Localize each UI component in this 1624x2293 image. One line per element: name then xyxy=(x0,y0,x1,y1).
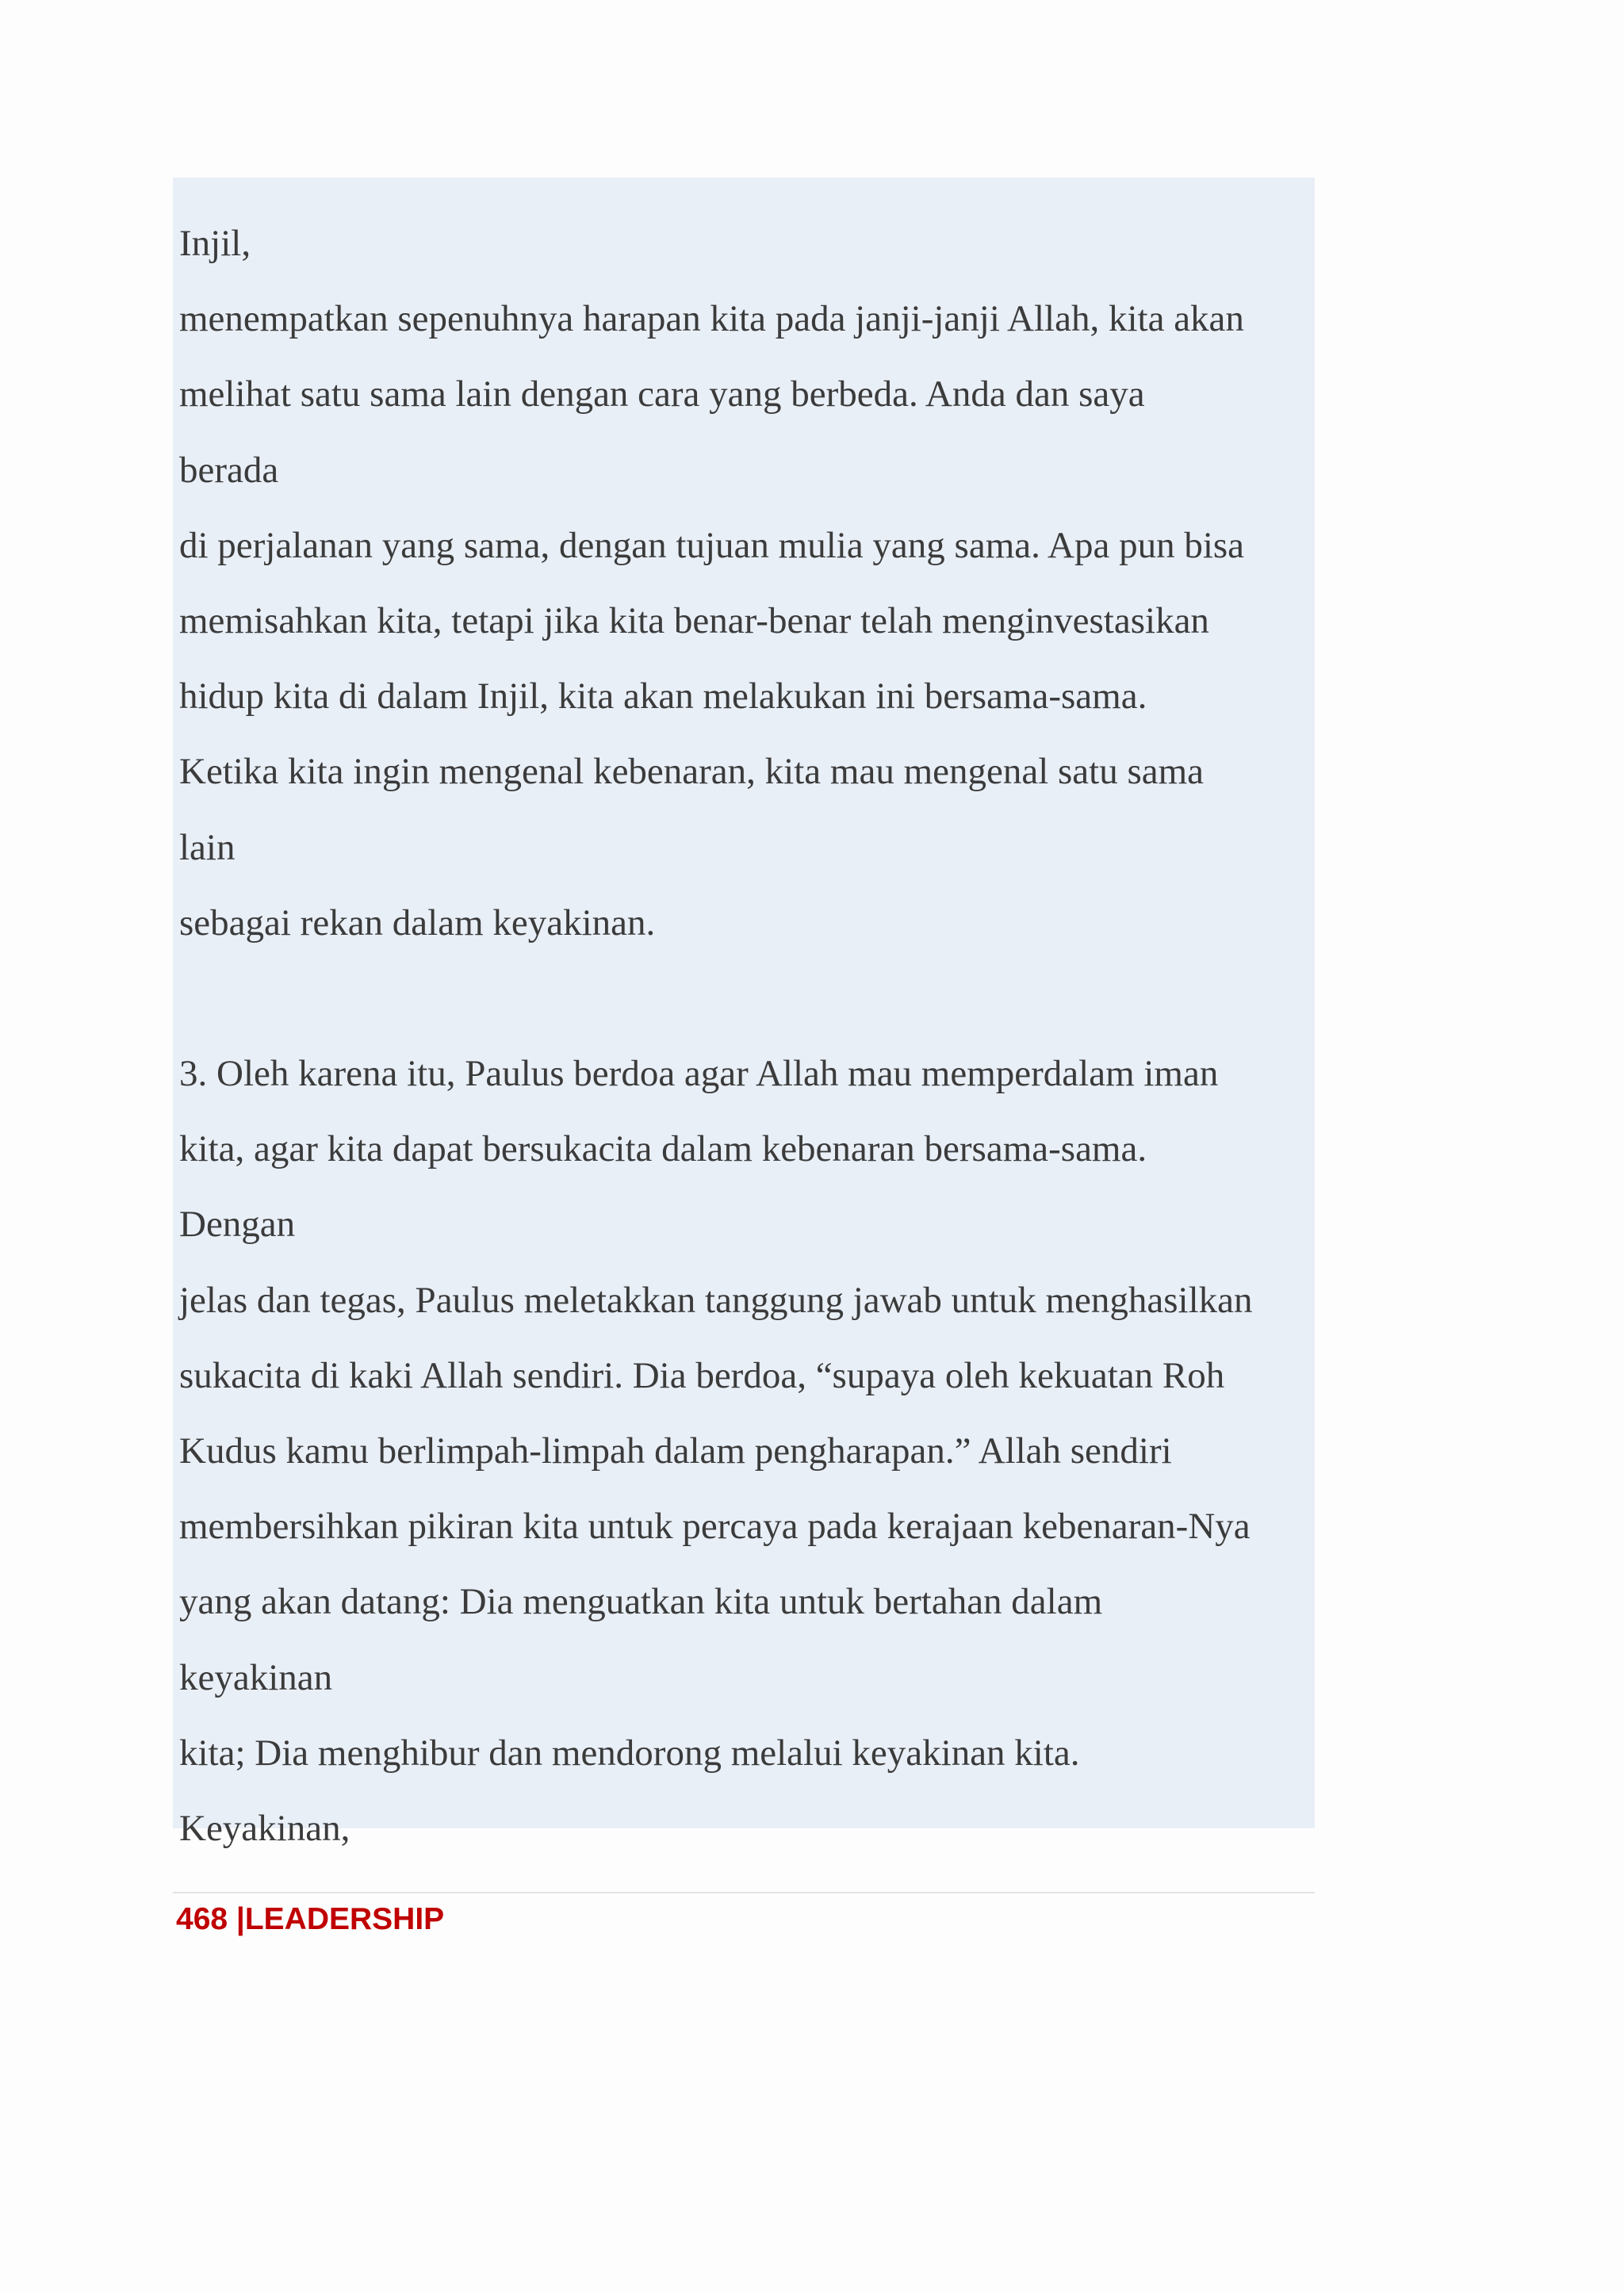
text-line: hidup kita di dalam Injil, kita akan melakukan ini bersama-sama. xyxy=(179,676,1147,718)
text-line: lain xyxy=(179,826,236,868)
footer-separator: | xyxy=(228,1902,245,1936)
text-line: Keyakinan, xyxy=(179,1807,350,1849)
text-line: sukacita di kaki Allah sendiri. Dia berdoa, “supaya oleh kekuatan Roh xyxy=(179,1354,1225,1396)
page-number: 468 xyxy=(176,1902,228,1936)
highlighted-text-block xyxy=(173,178,1315,1849)
text-line: kita; Dia menghibur dan mendorong melalui keyakinan kita. xyxy=(179,1732,1080,1774)
footer-section-title: LEADERSHIP xyxy=(244,1902,445,1936)
text-line: Injil, xyxy=(179,223,251,264)
text-line: yang akan datang: Dia menguatkan kita untuk bertahan dalam xyxy=(179,1581,1103,1623)
text-line: Dengan xyxy=(179,1204,296,1246)
text-line: menempatkan sepenuhnya harapan kita pada janji-janji Allah, kita akan xyxy=(179,298,1244,340)
text-line: Kudus kamu berlimpah-limpah dalam pengharapan.” Allah sendiri xyxy=(179,1430,1172,1472)
text-line: melihat satu sama lain dengan cara yang berbeda. Anda dan saya xyxy=(179,373,1145,415)
text-line: Ketika kita ingin mengenal kebenaran, kita mau mengenal satu sama xyxy=(179,751,1205,793)
text-line: kita, agar kita dapat bersukacita dalam kebenaran bersama-sama. xyxy=(179,1128,1147,1170)
blank-line xyxy=(179,961,1315,1036)
text-line: membersihkan pikiran kita untuk percaya pada kerajaan kebenaran-Nya xyxy=(179,1506,1251,1548)
footer-divider xyxy=(173,1892,1315,1893)
page-footer xyxy=(176,1900,444,1939)
text-line: jelas dan tegas, Paulus meletakkan tanggung jawab untuk menghasilkan xyxy=(179,1279,1253,1321)
text-line: 3. Oleh karena itu, Paulus berdoa agar Allah mau memperdalam iman xyxy=(179,1053,1219,1095)
text-line: keyakinan xyxy=(179,1656,333,1698)
text-line: sebagai rekan dalam keyakinan. xyxy=(179,902,656,944)
text-line: di perjalanan yang sama, dengan tujuan mulia yang sama. Apa pun bisa xyxy=(179,524,1245,566)
text-line: memisahkan kita, tetapi jika kita benar-benar telah menginvestasikan xyxy=(179,599,1209,641)
text-line: berada xyxy=(179,449,279,491)
